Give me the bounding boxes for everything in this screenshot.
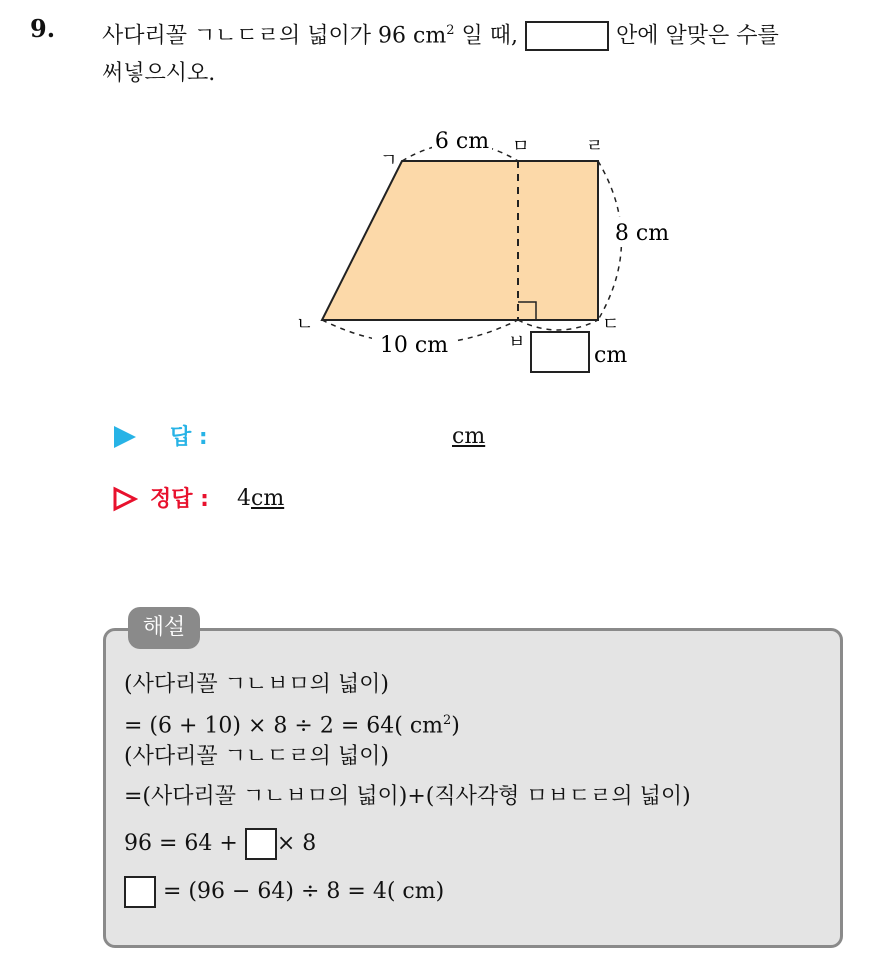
correct-answer-unit: cm: [251, 486, 285, 511]
question-text-part3: 안에 알맞은 수를: [608, 23, 779, 49]
question-text-line1: [102, 15, 779, 52]
question-text-part1: 사다리꼴 ㄱㄴㄷㄹ의 넓이가 96 cm: [102, 23, 447, 49]
figure-blank-unit: cm: [594, 343, 628, 368]
question-text-line2: 써넣으시오.: [102, 61, 216, 86]
explanation-line2-sup: 2: [443, 713, 452, 728]
explanation-line2-main: = (6 + 10) × 8 ÷ 2 = 64( cm: [124, 713, 444, 739]
trapezoid-shape: [322, 161, 598, 320]
vertex-label-r: ㄹ: [586, 136, 604, 157]
explanation-blank-box: [245, 828, 277, 860]
explanation-line5-right: × 8: [276, 831, 317, 856]
correct-answer-label: 정답 :: [150, 487, 209, 512]
top-length-label: 6 cm: [434, 129, 490, 154]
vertex-label-b: ㅂ: [508, 332, 526, 353]
explanation-line5-left: 96 = 64 +: [124, 831, 238, 856]
trapezoid-figure: [280, 118, 700, 388]
explanation-line5: [124, 828, 316, 860]
explanation-line2-end: ): [451, 713, 460, 739]
vertex-label-d: ㄷ: [602, 314, 620, 335]
vertex-label-g: ㄱ: [380, 150, 398, 171]
explanation-line4: =(사다리꼴 ㄱㄴㅂㅁ의 넓이)+(직사각형 ㅁㅂㄷㄹ의 넓이): [124, 784, 691, 809]
height-length-label: 8 cm: [614, 221, 670, 246]
explanation-line1: (사다리꼴 ㄱㄴㅂㅁ의 넓이): [124, 672, 389, 697]
explanation-line6: [124, 876, 444, 908]
figure-blank-box: [531, 332, 589, 372]
answer-unit: cm: [452, 424, 486, 449]
explanation-tag: 해설: [128, 607, 200, 649]
question-superscript: 2: [446, 23, 455, 38]
answer-label: 답 :: [170, 425, 208, 450]
correct-answer: [237, 486, 284, 511]
blank-length-arc: [518, 320, 598, 330]
question-number: 9.: [30, 14, 56, 43]
explanation-line6-text: = (96 − 64) ÷ 8 = 4( cm): [163, 879, 445, 904]
correct-answer-value: 4: [237, 486, 251, 511]
vertex-label-m: ㅁ: [512, 136, 530, 157]
explanation-result-box: [124, 876, 156, 908]
answer-arrow-icon: [112, 424, 138, 450]
correct-answer-arrow-icon: [112, 486, 138, 512]
explanation-line3: (사다리꼴 ㄱㄴㄷㄹ의 넓이): [124, 744, 389, 769]
bottom-length-label: 10 cm: [379, 333, 449, 358]
explanation-line2: [124, 706, 460, 741]
vertex-label-n: ㄴ: [296, 314, 314, 335]
question-blank-box: [525, 21, 609, 51]
question-text-part2: 일 때,: [454, 23, 518, 49]
